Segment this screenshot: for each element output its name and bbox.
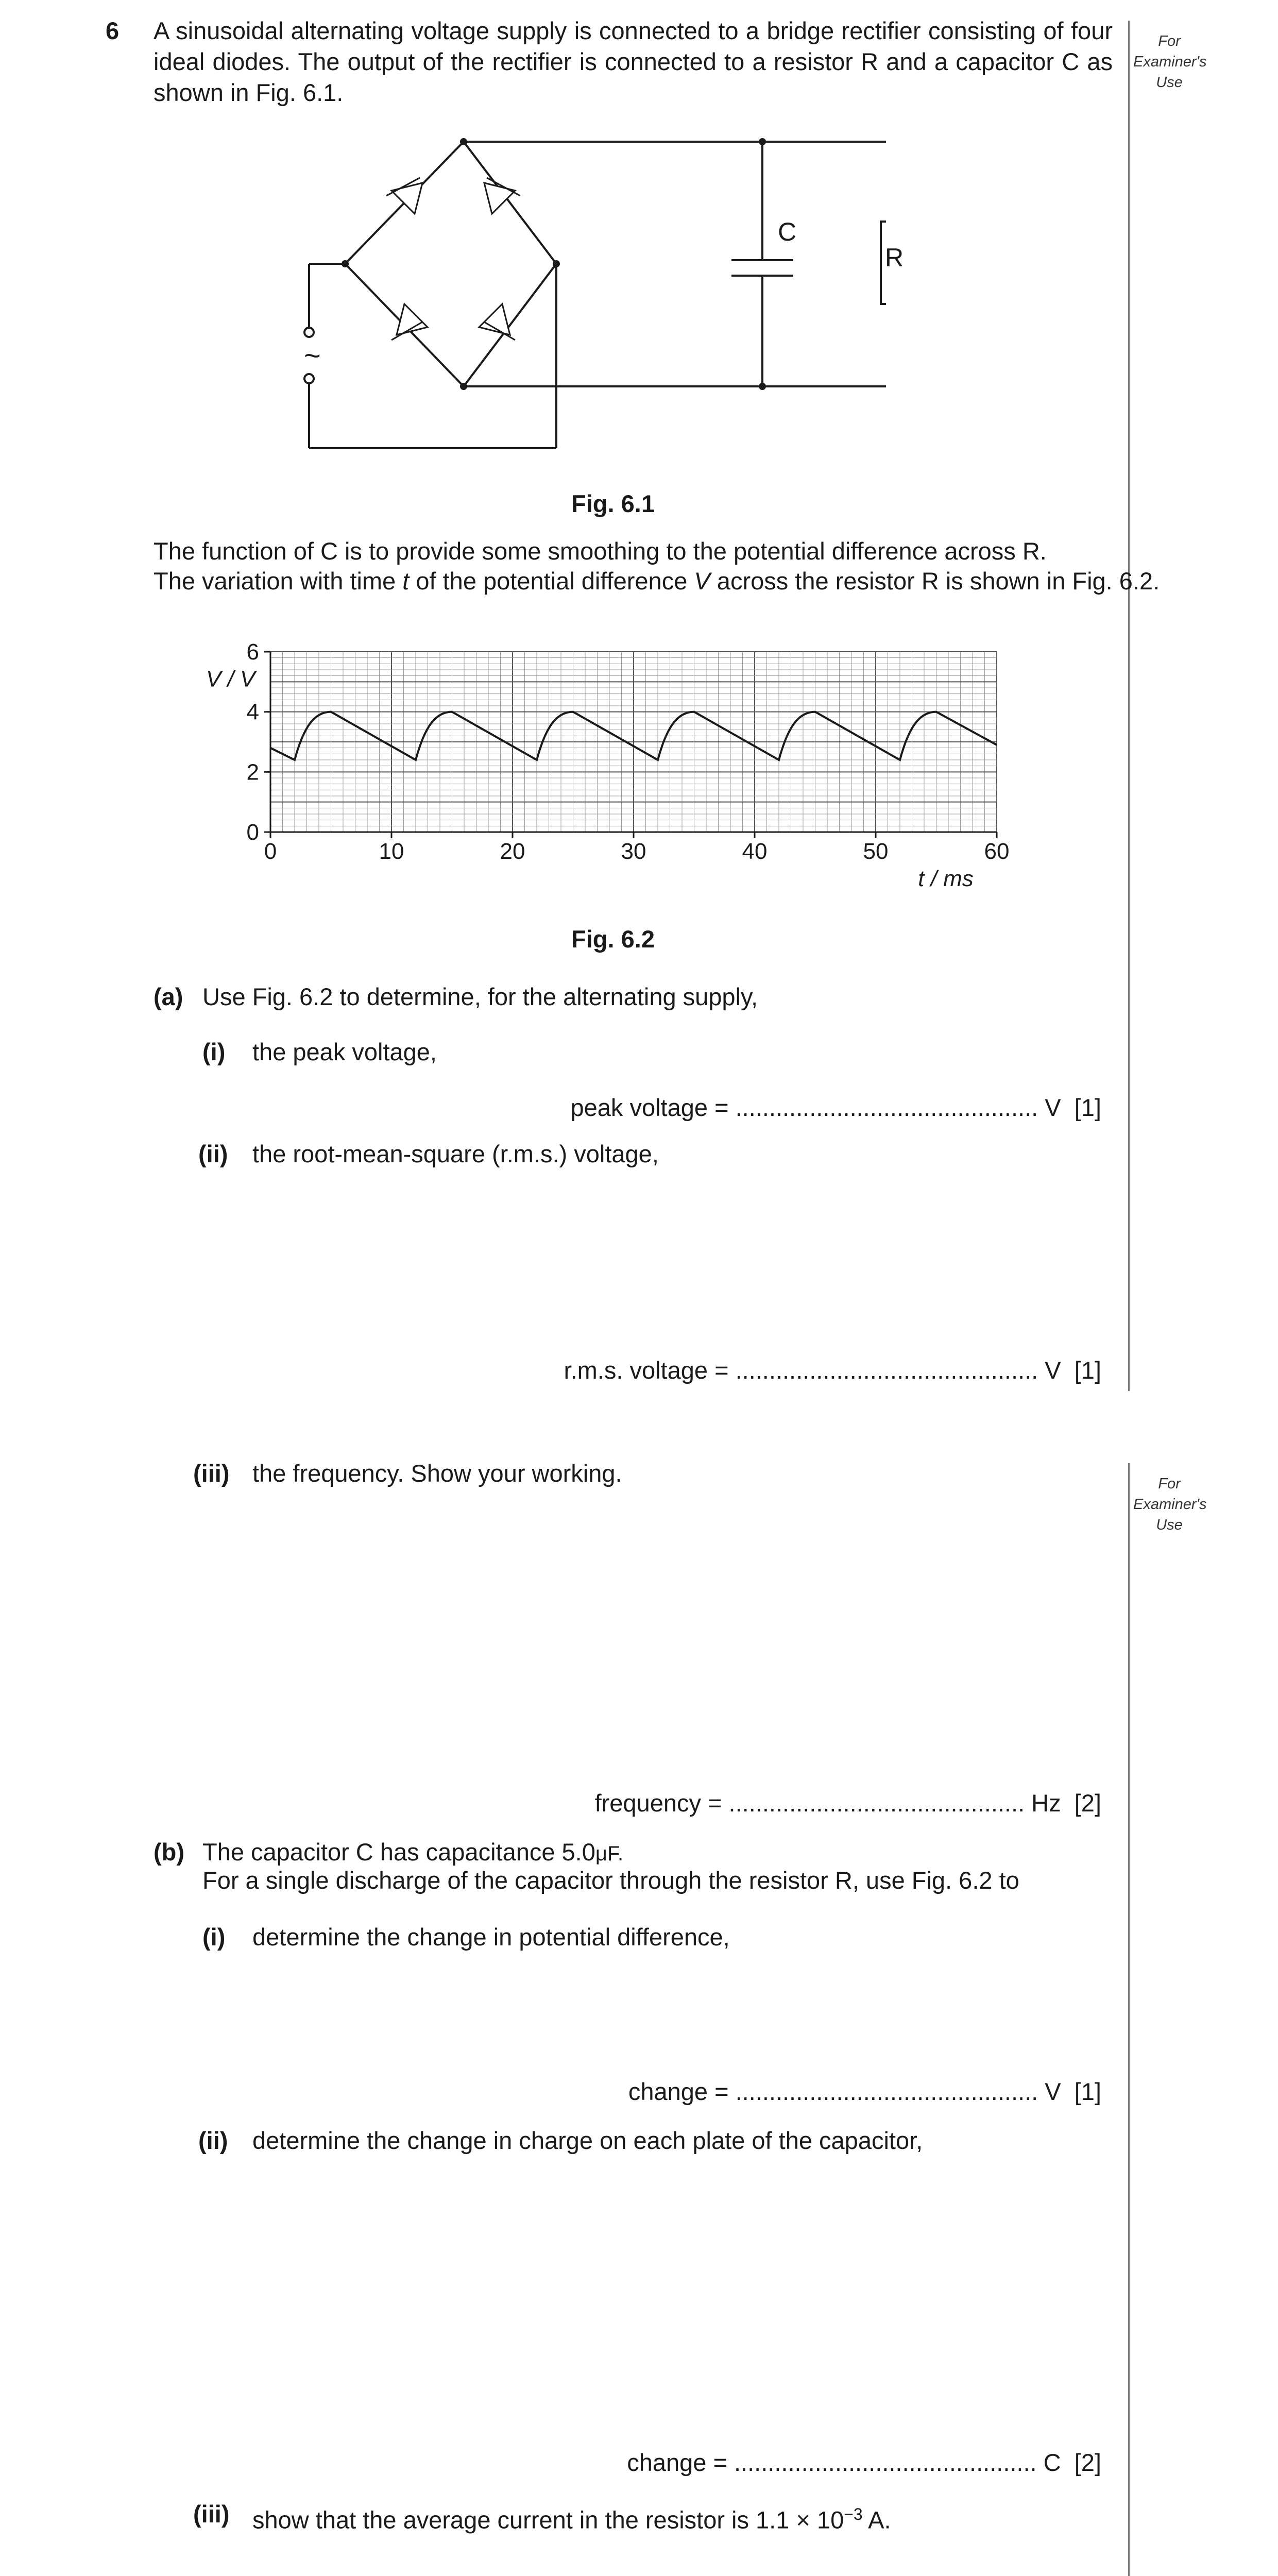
text: across the resistor R is shown in Fig. 6.2. — [710, 567, 1160, 595]
part-b-iii-label: (iii) — [193, 2500, 230, 2528]
part-b-label: (b) — [154, 1838, 185, 1866]
examiner-line: Use — [1156, 74, 1183, 91]
examiner-line: Examiner's — [1133, 1496, 1207, 1513]
bridge-rectifier-circuit — [299, 129, 886, 459]
text: show that the average current in the resistor is 1.1 × 10 — [252, 2506, 844, 2534]
x-axis-label: t / ms — [918, 866, 974, 891]
text: of the potential difference — [409, 567, 694, 595]
examiner-line: For — [1158, 33, 1181, 49]
examiner-line: Examiner's — [1133, 54, 1207, 70]
change-pd-answer-line — [628, 2076, 1101, 2107]
unit: μF. — [595, 1842, 624, 1865]
change-charge-answer-line — [627, 2447, 1101, 2478]
examiner-label — [1133, 31, 1205, 93]
part-b-stem-1 — [202, 1837, 623, 1869]
x-tick-label: 10 — [379, 839, 404, 864]
part-b-stem-2: For a single discharge of the capacitor through the resistor R, use Fig. 6.2 to — [202, 1867, 1019, 1894]
part-a-iii-label: (iii) — [193, 1460, 230, 1487]
fig-6-2-caption: Fig. 6.2 — [571, 925, 655, 953]
part-b-iii-text — [252, 2499, 891, 2536]
x-tick-label: 20 — [500, 839, 525, 864]
answer-line: change = ............................................. V — [628, 2078, 1061, 2105]
y-tick-label: 2 — [246, 759, 259, 785]
answer-line: frequency = ............................................ Hz — [594, 1789, 1061, 1817]
part-a-label: (a) — [154, 983, 183, 1010]
x-tick-label: 0 — [264, 839, 277, 864]
exponent: −3 — [844, 2505, 863, 2523]
part-b-ii-label: (ii) — [198, 2127, 228, 2154]
answer-line: change = ............................................. C — [627, 2449, 1061, 2476]
part-b-ii-text: determine the change in charge on each plate of the capacitor, — [252, 2127, 923, 2154]
marks: [1] — [1074, 2078, 1101, 2105]
fig-6-1-caption: Fig. 6.1 — [571, 490, 655, 517]
y-tick-label: 0 — [246, 820, 259, 845]
frequency-answer-line — [595, 1788, 1101, 1819]
x-tick-label: 50 — [863, 839, 889, 864]
resistor-label: R — [885, 243, 904, 272]
text: A. — [862, 2506, 891, 2534]
supply-symbol: ~ — [304, 339, 321, 371]
marks: [1] — [1074, 1094, 1101, 1121]
marks: [2] — [1074, 2449, 1101, 2476]
capacitor-label: C — [778, 217, 797, 246]
x-tick-label: 60 — [984, 839, 1010, 864]
voltage-time-graph — [185, 634, 1035, 902]
answer-line: r.m.s. voltage = ............................................. V — [564, 1357, 1061, 1384]
smoothing-line-1: The function of C is to provide some smoothing to the potential difference across R. — [154, 537, 1047, 565]
y-tick-label: 6 — [246, 639, 259, 665]
marks: [2] — [1074, 1789, 1101, 1817]
smoothing-line-2 — [154, 566, 1160, 597]
part-a-i-label: (i) — [202, 1038, 226, 1065]
y-axis-label: V / V — [206, 666, 255, 692]
examiner-line: Use — [1156, 1517, 1183, 1533]
examiner-margin-line — [1128, 21, 1130, 1391]
peak-voltage-answer-line — [570, 1092, 1101, 1123]
part-a-stem: Use Fig. 6.2 to determine, for the alternating supply, — [202, 983, 758, 1010]
text: The capacitor C has capacitance 5.0 — [202, 1838, 595, 1866]
part-a-iii-text: the frequency. Show your working. — [252, 1460, 622, 1487]
diodes — [386, 178, 520, 340]
examiner-margin-line — [1128, 1463, 1130, 2576]
x-tick-label: 30 — [621, 839, 646, 864]
answer-line: peak voltage = ............................................. V — [570, 1094, 1061, 1121]
rms-voltage-answer-line — [564, 1355, 1101, 1386]
marks: [1] — [1074, 1357, 1101, 1384]
part-b-i-text: determine the change in potential difference, — [252, 1923, 730, 1951]
question-number: 6 — [106, 17, 120, 44]
time-symbol: t — [402, 567, 410, 595]
part-a-ii-label: (ii) — [198, 1140, 228, 1167]
part-b-i-label: (i) — [202, 1923, 226, 1951]
examiner-line: For — [1158, 1476, 1181, 1492]
text: The variation with time — [154, 567, 403, 595]
x-tick-label: 40 — [742, 839, 768, 864]
voltage-symbol: V — [694, 567, 710, 595]
part-a-ii-text: the root-mean-square (r.m.s.) voltage, — [252, 1140, 659, 1167]
examiner-label — [1133, 1473, 1205, 1535]
part-a-i-text: the peak voltage, — [252, 1038, 437, 1065]
question-intro: A sinusoidal alternating voltage supply is connected to a bridge rectifier consisting of four ideal diodes. The output of the rectifier is connected to a resistor R and a capacitor C as shown in Fig. 6.1. — [154, 17, 1113, 106]
y-tick-label: 4 — [246, 699, 259, 725]
